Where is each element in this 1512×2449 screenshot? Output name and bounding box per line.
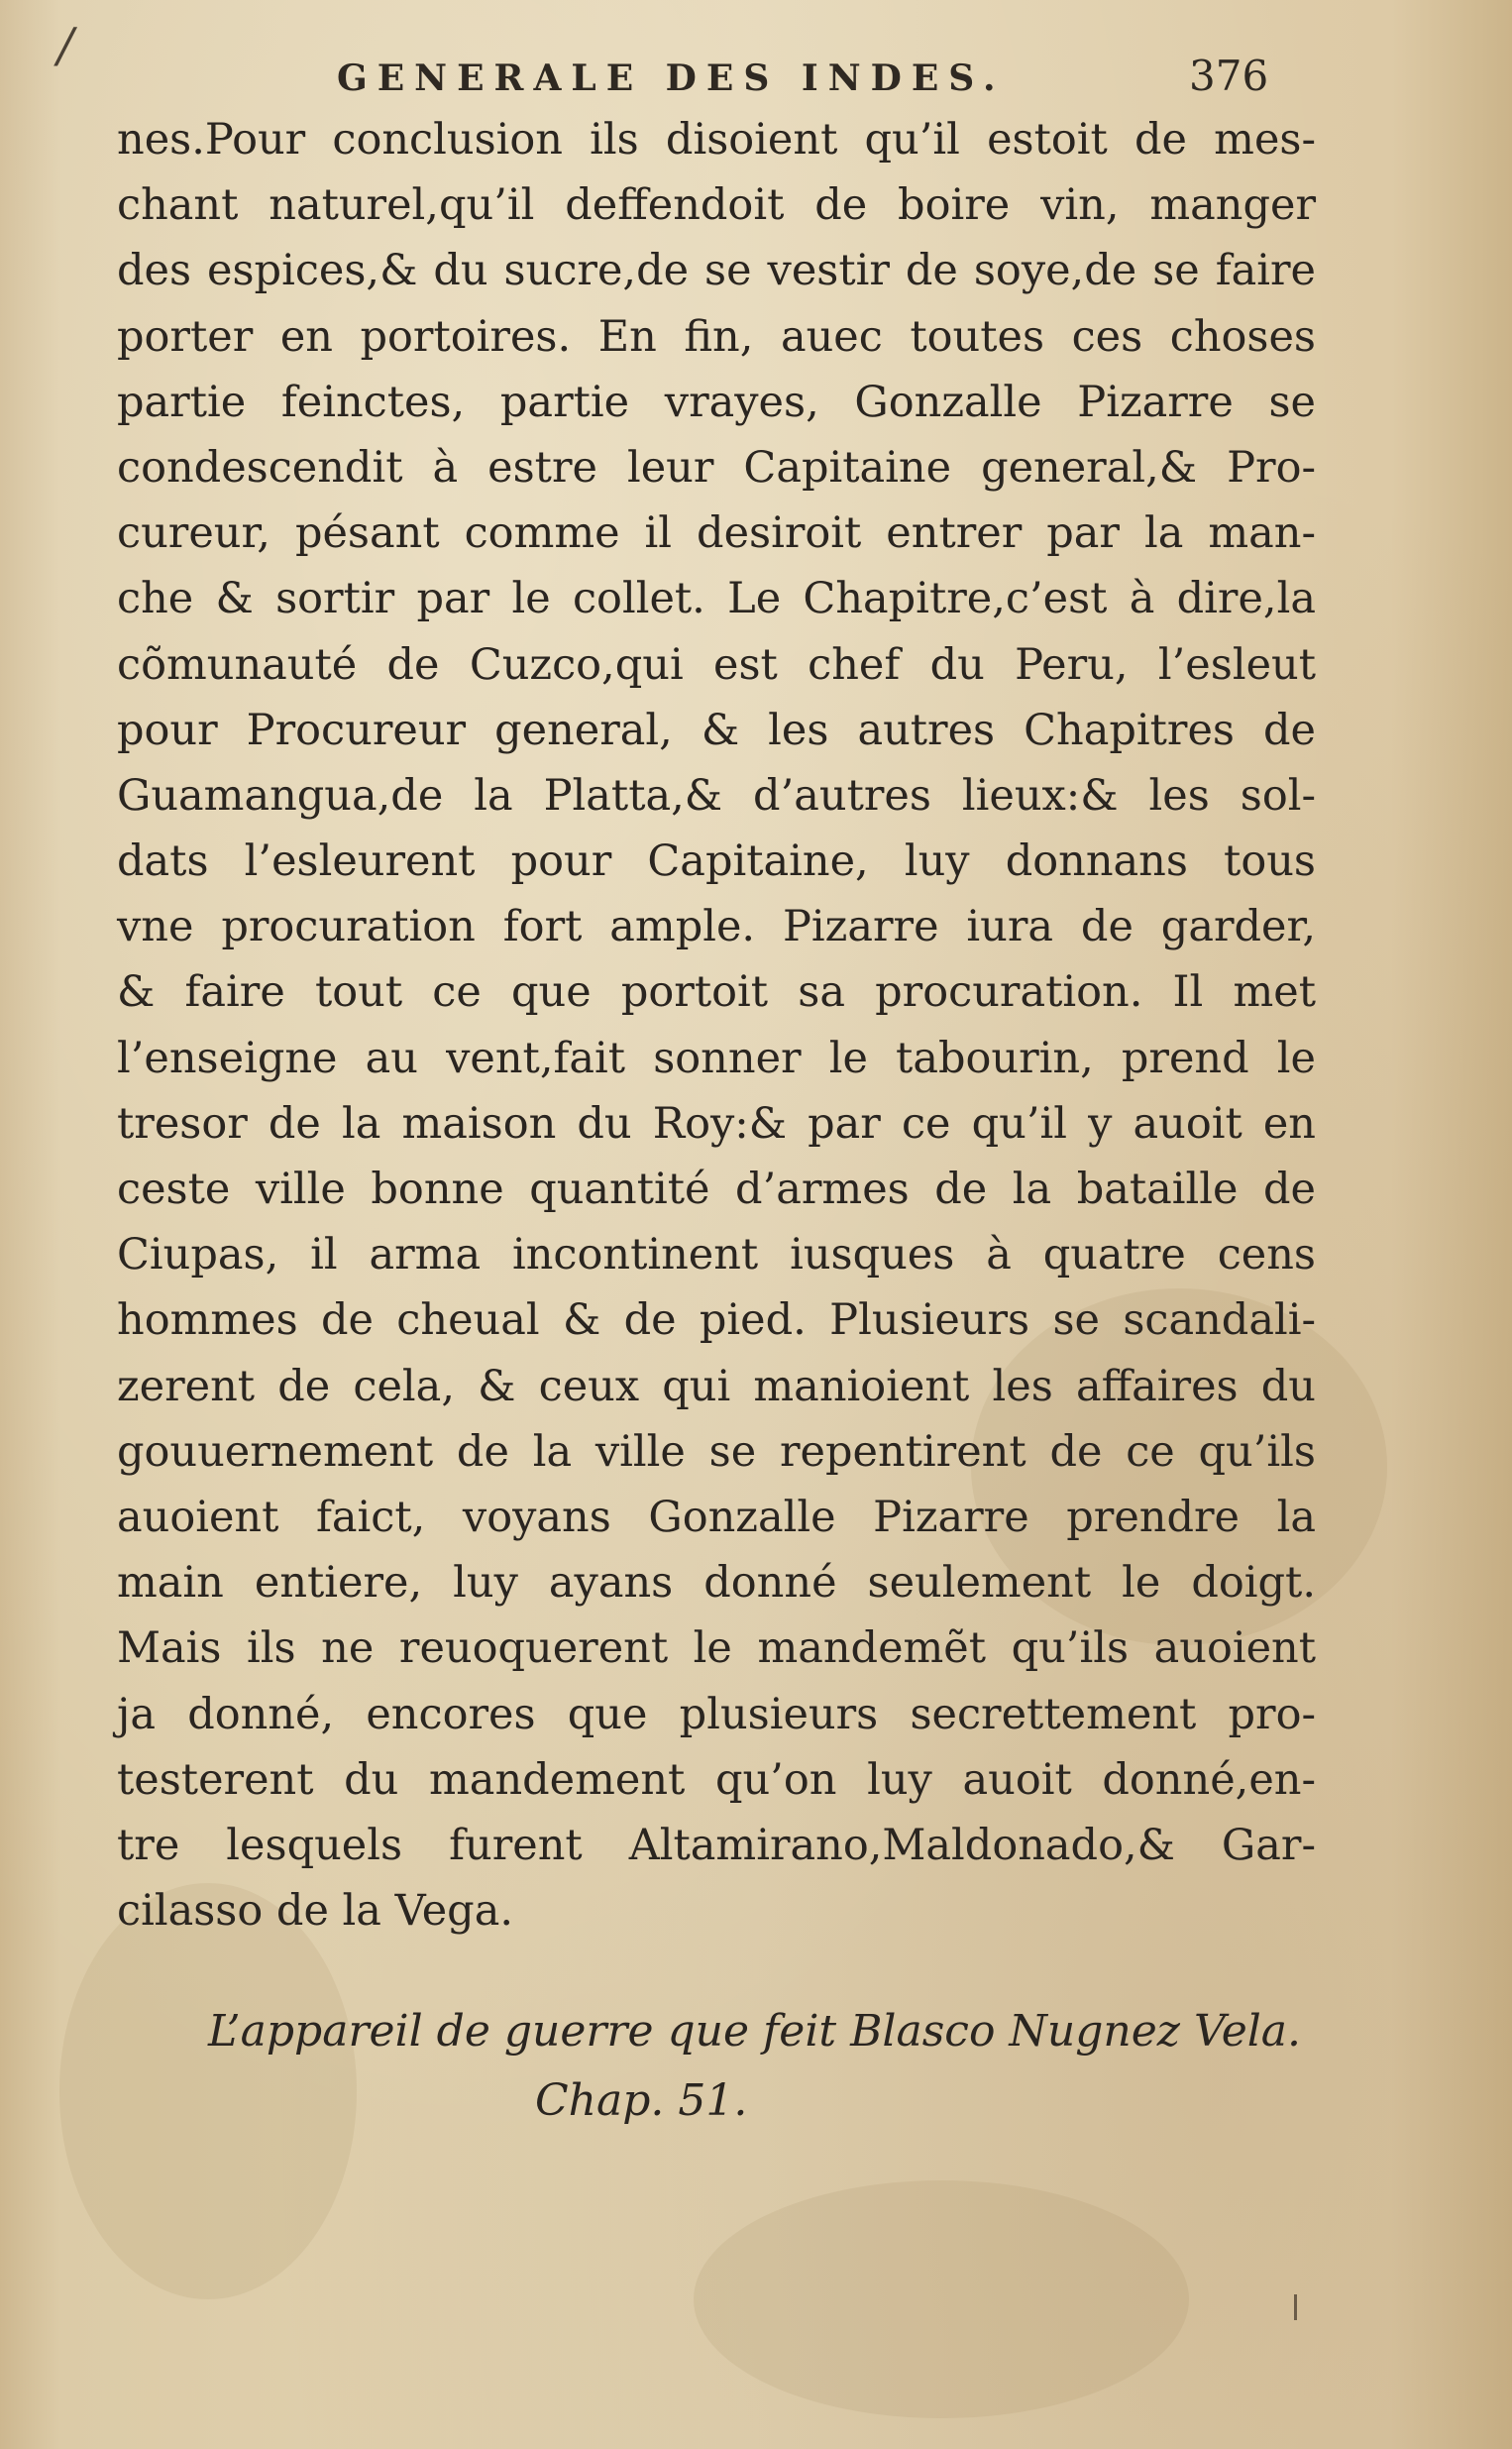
running-head: GENERALE DES INDES.	[337, 57, 1006, 99]
paper-stain	[694, 2180, 1189, 2418]
text-line: cõmunauté de Cuzco,qui est chef du Peru, l’esleut	[117, 639, 1316, 690]
text-line: Mais ils ne reuoquerent le mandemẽt qu’ils auoient	[117, 1623, 1316, 1674]
text-line: tre lesquels furent Altamirano,Maldonado,& Gar-	[117, 1820, 1316, 1870]
text-line: Ciupas, il arma incontinent iusques à quatre cens	[117, 1230, 1316, 1280]
text-line: cilasso de la Vega.	[117, 1886, 513, 1937]
printer-mark	[1294, 2294, 1297, 2320]
text-line: che & sortir par le collet. Le Chapitre,c’est à dire,la	[117, 574, 1316, 624]
text-line: cureur, pésant comme il desiroit entrer par la man-	[117, 508, 1316, 559]
text-line: ja donné, encores que plusieurs secrettement pro-	[117, 1689, 1316, 1739]
text-line: ceste ville bonne quantité d’armes de la bataille de	[117, 1165, 1316, 1214]
text-line: dats l’esleurent pour Capitaine, luy donnans tous	[117, 836, 1316, 887]
text-line: partie feinctes, partie vrayes, Gonzalle Pizarre se	[117, 377, 1316, 427]
text-line: pour Procureur general, & les autres Chapitres de	[117, 705, 1316, 755]
text-line: gouuernement de la ville se repentirent de ce qu’ils	[117, 1426, 1316, 1477]
text-line: des espices,& du sucre,de se vestir de soye,de se faire	[117, 246, 1316, 296]
corner-mark: /	[57, 18, 74, 73]
text-line: hommes de cheual & de pied. Plusieurs se scandali-	[117, 1295, 1316, 1346]
text-line: l’enseigne au vent,fait sonner le tabourin, prend le	[117, 1033, 1316, 1083]
chapter-heading	[208, 1997, 1302, 2136]
body-text	[117, 107, 1316, 1944]
text-line: chant naturel,qu’il deffendoit de boire vin, manger	[117, 180, 1316, 231]
text-line: tresor de la maison du Roy:& par ce qu’il y auoit en	[117, 1098, 1316, 1149]
text-line: & faire tout ce que portoit sa procuration. Il met	[117, 967, 1316, 1018]
text-line: nes.Pour conclusion ils disoient qu’il estoit de mes-	[117, 115, 1316, 165]
text-line: testerent du mandement qu’on luy auoit donné,en-	[117, 1754, 1316, 1805]
text-line: zerent de cela, & ceux qui manioient les affaires du	[117, 1361, 1316, 1411]
page-number: 376	[1189, 52, 1269, 100]
text-line: vne procuration fort ample. Pizarre iura de garder,	[117, 902, 1316, 952]
text-line: condescendit à estre leur Capitaine general,& Pro-	[117, 442, 1316, 493]
text-line: Guamangua,de la Platta,& d’autres lieux:& les sol-	[117, 770, 1316, 821]
chapter-title: L’appareil de guerre que feit Blasco Nugnez Vela.	[208, 2006, 1302, 2057]
text-line: porter en portoires. En fin, auec toutes ces choses	[117, 311, 1316, 362]
text-line: main entiere, luy ayans donné seulement le doigt.	[117, 1558, 1316, 1609]
text-line: auoient faict, voyans Gonzalle Pizarre prendre la	[117, 1492, 1316, 1542]
chapter-number: Chap. 51.	[535, 2075, 748, 2126]
